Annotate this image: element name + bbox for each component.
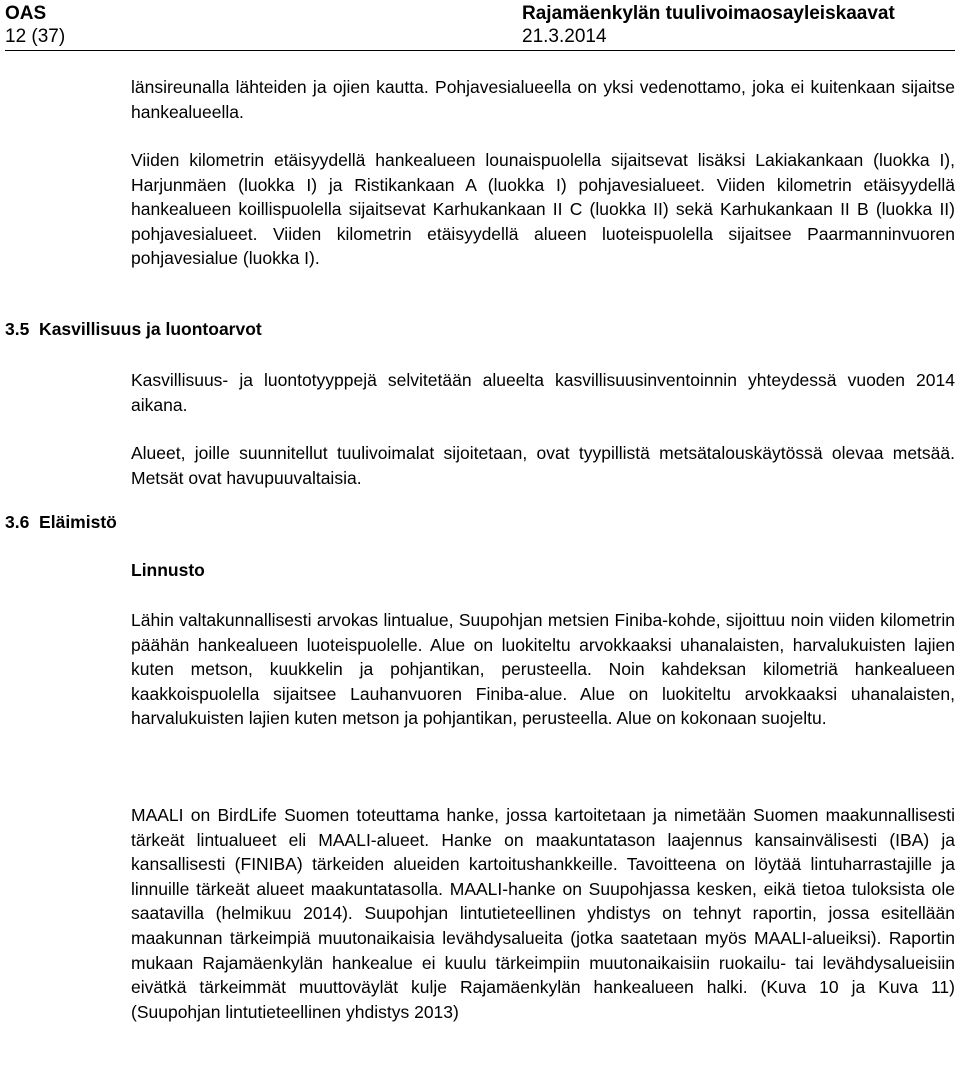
paragraph-maali-project bbox=[131, 803, 955, 1024]
paragraph-finiba-areas bbox=[131, 608, 955, 731]
section-heading-fauna: 3.6 Eläimistö bbox=[5, 512, 117, 532]
paragraph-text: Alueet, joille suunnitellut tuulivoimalat sijoitetaan, ovat tyypillistä metsätalouskäytössä olevaa metsää. Metsät ovat havupuuvaltaisia. bbox=[131, 443, 955, 488]
header-left bbox=[5, 2, 65, 48]
section-heading-vegetation: 3.5 Kasvillisuus ja luontoarvot bbox=[5, 319, 262, 339]
paragraph-groundwater-intro bbox=[131, 75, 955, 124]
paragraph-text: MAALI on BirdLife Suomen toteuttama hanke, jossa kartoitetaan ja nimetään Suomen maakunnallisesti tärkeät lintualueet eli MAALI-alueet. Hanke on maakuntatason laajennus kansainvälisesti (IBA) ja kansallisesti (FINIBA) tärkeiden alueiden kartoitushankkeille. Tavoitteena on löytää lintuharrastajille ja linnuille tärkeät alueet maakuntatasolla. MAALI-hanke on Suupohjassa kesken, eikä tietoa tuloksista ole saatavilla (helmikuu 2014). Suupohjan lintutieteellinen yhdistys on tehnyt raportin, jossa esitellään maakunnan tärkeimpiä muutonaikaisia levähdysalueita (jotka saatetaan myös MAALI-alueiksi). Raportin mukaan Rajamäenkylän hankealue ei kuulu tärkeimpiin muutonaikaisiin ruokailu- tai levähdysalueisiin eivätkä tärkeimmät muuttoväylät kulje Rajamäenkylän hankealueen halki. (Kuva 10 ja Kuva 11) (Suupohjan lintutieteellinen yhdistys 2013) bbox=[131, 805, 955, 1022]
header-right bbox=[522, 2, 895, 48]
paragraph-forest-type bbox=[131, 441, 955, 490]
document-type-label: OAS bbox=[5, 3, 47, 24]
header-divider bbox=[5, 50, 955, 51]
paragraph-text: Viiden kilometrin etäisyydellä hankealueen lounaispuolella sijaitsevat lisäksi Lakiakankaan (luokka I), Harjunmäen (luokka I) ja Ristikankaan A (luokka I) pohjavesialueet. Viiden kilometrin etäisyydellä hankealueen koillispuolella sijaitsevat Karhukankaan II C (luokka II) sekä Karhukankaan II B (luokka II) pohjavesialueet. Viiden kilometrin etäisyydellä alueen luoteispuolella sijaitsee Paarmanninvuoren pohjavesialue (luokka I). bbox=[131, 150, 955, 269]
paragraph-text: Lähin valtakunnallisesti arvokas lintualue, Suupohjan metsien Finiba-kohde, sijoittuu noin viiden kilometrin päähän hankealueen luoteispuolelle. Alue on luokiteltu arvokkaaksi uhanalaisten, harvalukuisten lajien kuten metson, kuukkelin ja pohjantikan, perusteella. Noin kahdeksan kilometriä hankealueen kaakkoispuolella sijaitsee Lauhanvuoren Finiba-alue. Alue on luokiteltu arvokkaaksi uhanalaisten, harvalukuisten lajien kuten metson ja pohjantikan, perusteella. Alue on kokonaan suojeltu. bbox=[131, 610, 955, 729]
subheading-birds: Linnusto bbox=[131, 560, 205, 580]
document-title: Rajamäenkylän tuulivoimaosayleiskaavat bbox=[522, 3, 895, 24]
paragraph-vegetation-survey bbox=[131, 368, 955, 417]
paragraph-text: länsireunalla lähteiden ja ojien kautta. Pohjavesialueella on yksi vedenottamo, joka ei kuitenkaan sijaitse hankealueella. bbox=[131, 77, 955, 122]
page-header bbox=[5, 0, 955, 52]
document-date: 21.3.2014 bbox=[522, 26, 607, 47]
paragraph-groundwater-areas bbox=[131, 148, 955, 271]
page-number: 12 (37) bbox=[5, 26, 66, 47]
paragraph-text: Kasvillisuus- ja luontotyyppejä selvitetään alueelta kasvillisuusinventoinnin yhteydessä vuoden 2014 aikana. bbox=[131, 370, 955, 415]
